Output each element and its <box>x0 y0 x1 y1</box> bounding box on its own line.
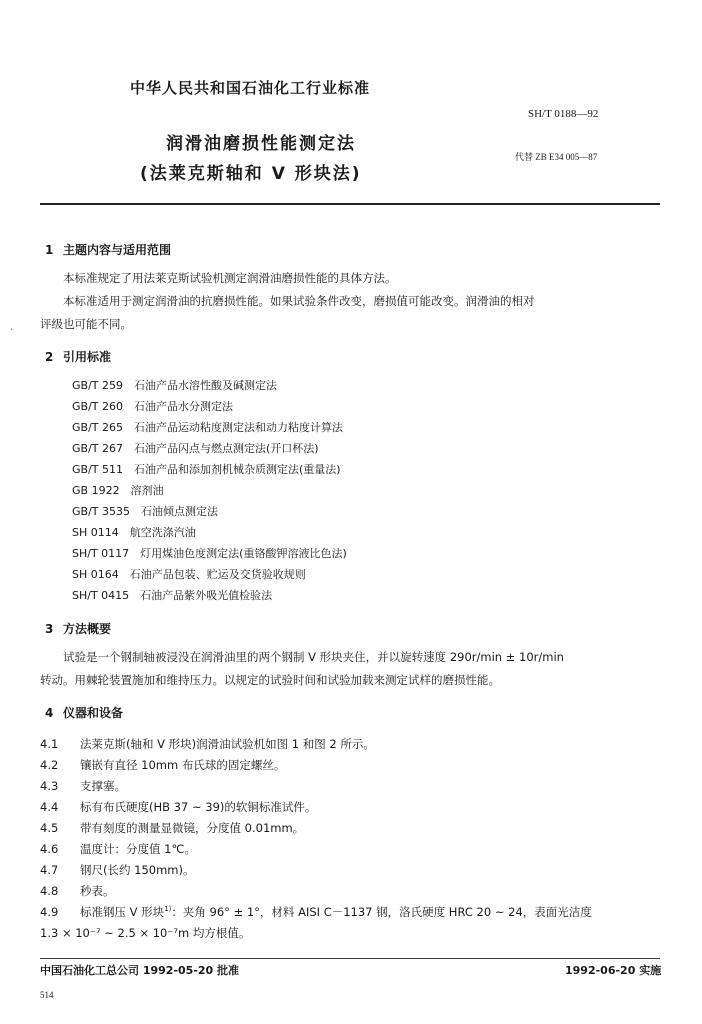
equipment-item <box>40 757 285 773</box>
item-text: 标有布氏硬度(HB 37 ~ 39)的软铜标准试件。 <box>80 800 317 814</box>
item-number: 4.7 <box>40 863 59 877</box>
section-title: 方法概要 <box>63 622 112 636</box>
equipment-item <box>40 841 196 857</box>
item-text: 温度计：分度值 1℃。 <box>80 842 196 856</box>
reference-item: GB/T 265 石油产品运动粘度测定法和动力粘度计算法 <box>72 421 343 434</box>
footer-divider <box>40 958 660 959</box>
section-heading-4 <box>45 704 123 721</box>
section-number: 2 <box>45 350 54 364</box>
item-number: 4.2 <box>40 758 59 772</box>
item-number: 4.5 <box>40 821 59 835</box>
reference-item: SH 0114 航空洗涤汽油 <box>72 526 196 539</box>
footnote-marker: 1) <box>164 905 172 914</box>
item-number: 4.4 <box>40 800 59 814</box>
item-number: 4.3 <box>40 779 59 793</box>
item-number: 4.1 <box>40 737 59 751</box>
section-title: 引用标准 <box>63 350 112 364</box>
item-text-cont: ：夹角 96° ± 1°，材料 AISI C－1137 钢，洛氏硬度 HRC 20 ~ 24，表面光洁度 <box>171 905 592 919</box>
equipment-item <box>40 862 194 878</box>
equipment-item <box>40 904 592 920</box>
section-3-line-1: 试验是一个钢制轴被浸没在润滑油里的两个钢制 V 形块夹住，并以旋转速度 290r/min ± 10r/min <box>63 650 564 664</box>
item-text: 支撑塞。 <box>80 779 126 793</box>
section-title: 仪器和设备 <box>63 706 124 720</box>
item-text: 钢尺(长约 150mm)。 <box>80 863 195 877</box>
section-number: 4 <box>45 706 54 720</box>
equipment-item <box>40 820 304 836</box>
item-number: 4.6 <box>40 842 59 856</box>
reference-item: GB/T 260 石油产品水分测定法 <box>72 400 233 413</box>
page-number: 514 <box>40 990 54 1000</box>
effective-date: 1992-06-20 实施 <box>565 964 662 977</box>
section-heading-1 <box>45 241 171 258</box>
margin-mark: . <box>10 322 14 333</box>
item-text: 秒表。 <box>80 884 115 898</box>
equipment-item <box>40 736 375 752</box>
item-text: 法莱克斯(轴和 V 形块)润滑油试验机如图 1 和图 2 所示。 <box>80 737 375 751</box>
reference-item: SH/T 0415 石油产品紫外吸光值检验法 <box>72 589 273 602</box>
item-text: 标准钢压 V 形块 <box>80 905 165 919</box>
section-heading-2 <box>45 348 111 365</box>
item-number: 4.9 <box>40 905 59 919</box>
standard-number: SH/T 0188—92 <box>528 108 599 120</box>
section-number: 1 <box>45 243 54 257</box>
section-1-para-2: 本标准适用于测定润滑油的抗磨损性能。如果试验条件改变，磨损值可能改变。润滑油的相对 <box>63 294 535 308</box>
section-title: 主题内容与适用范围 <box>63 243 172 257</box>
reference-item: GB/T 3535 石油倾点测定法 <box>72 505 218 518</box>
standard-organization: 中华人民共和国石油化工行业标准 <box>130 79 371 97</box>
equipment-item-cont: 1.3 × 10⁻⁷ ~ 2.5 × 10⁻⁷m 均方根值。 <box>40 926 251 940</box>
issuer-approval: 中国石油化工总公司 1992-05-20 批准 <box>40 964 240 977</box>
document-subtitle: (法莱克斯轴和 V 形块法) <box>140 164 362 184</box>
reference-item: GB/T 511 石油产品和添加剂机械杂质测定法(重量法) <box>72 463 341 476</box>
reference-item: GB/T 267 石油产品闪点与燃点测定法(开口杯法) <box>72 442 319 455</box>
section-1-para-1: 本标准规定了用法莱克斯试验机测定润滑油磨损性能的具体方法。 <box>63 271 397 285</box>
item-text: 带有刻度的测量显微镜，分度值 0.01mm。 <box>80 821 305 835</box>
reference-item: GB 1922 溶剂油 <box>72 484 164 497</box>
replaces-standard: 代替 ZB E34 005—87 <box>515 152 598 162</box>
reference-item: SH 0164 石油产品包装、贮运及交货验收规则 <box>72 568 306 581</box>
section-3-line-2: 转动。用棘轮装置施加和维持压力。以规定的试验时间和试验加载来测定试样的磨损性能。 <box>40 673 500 687</box>
equipment-item <box>40 799 316 815</box>
equipment-item <box>40 778 126 794</box>
item-number: 4.8 <box>40 884 59 898</box>
reference-item: SH/T 0117 灯用煤油色度测定法(重铬酸钾溶液比色法) <box>72 547 347 560</box>
reference-item: GB/T 259 石油产品水溶性酸及碱测定法 <box>72 379 277 392</box>
header-divider <box>40 203 660 205</box>
section-number: 3 <box>45 622 54 636</box>
document-title: 润滑油磨损性能测定法 <box>166 134 356 154</box>
item-text: 镶嵌有直径 10mm 布氏球的固定螺丝。 <box>80 758 286 772</box>
section-1-para-2-cont: 评级也可能不同。 <box>40 317 132 331</box>
equipment-item <box>40 883 115 899</box>
section-heading-3 <box>45 620 111 637</box>
